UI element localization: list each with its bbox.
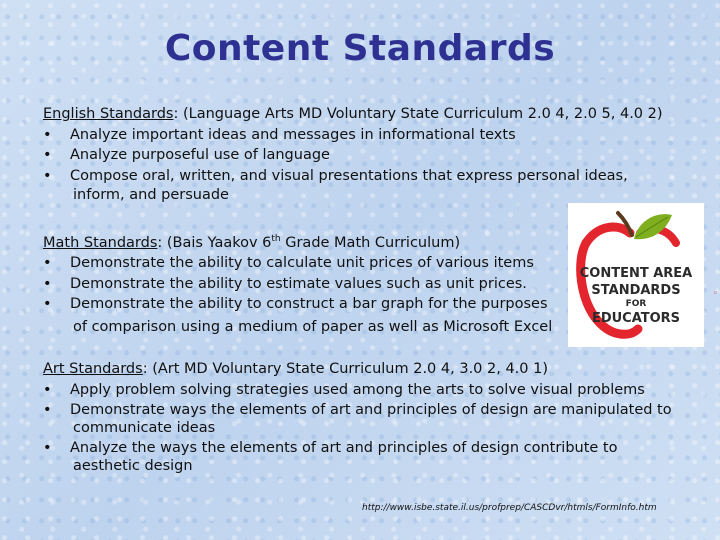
math-standards-heading	[43, 229, 563, 253]
math-standards-reference-a: : (Bais Yaakov 6	[157, 234, 272, 251]
list-item: • Compose oral, written, and visual presentations that express personal ideas,	[43, 166, 683, 187]
english-standards-section	[43, 104, 683, 206]
math-standards-reference-b: Grade Math Curriculum)	[280, 234, 461, 251]
list-item-continuation: communicate ideas	[73, 419, 216, 436]
page-title: Content Standards	[164, 28, 556, 69]
list-item: • Apply problem solving strategies used among the arts to solve visual problems	[43, 380, 693, 401]
english-standards-list	[43, 125, 683, 206]
logo-line-1: CONTENT AREA	[579, 266, 693, 281]
list-item: • Demonstrate the ability to estimate values such as unit prices.	[43, 274, 563, 295]
art-standards-label: Art Standards	[43, 361, 143, 377]
list-item-continuation: of comparison using a medium of paper as well as Microsoft Excel	[73, 318, 553, 335]
art-standards-reference: : (Art MD Voluntary State Curriculum 2.0 4, 3.0 2, 4.0 1)	[142, 361, 549, 377]
art-standards-heading	[43, 359, 693, 380]
logo-text	[568, 267, 704, 325]
math-standards-superscript: th	[271, 234, 281, 244]
art-standards-list	[43, 380, 693, 477]
source-url: http://www.isbe.state.il.us/profprep/CASCDvr/htmls/FormInfo.htm	[362, 503, 657, 513]
content-area-standards-logo	[568, 203, 704, 347]
logo-line-2: STANDARDS	[591, 282, 681, 298]
list-item: • Demonstrate ways the elements of art and principles of design are manipulated to	[43, 400, 693, 421]
english-standards-reference: : (Language Arts MD Voluntary State Curriculum 2.0 4, 2.0 5, 4.0 2)	[173, 106, 663, 122]
list-item: • Analyze purposeful use of language	[43, 145, 683, 166]
math-standards-section	[43, 229, 563, 337]
list-item: • Analyze the ways the elements of art and principles of design contribute to	[43, 438, 693, 459]
list-item: • Demonstrate the ability to calculate unit prices of various items	[43, 253, 563, 274]
logo-line-4: EDUCATORS	[591, 310, 681, 326]
english-standards-label: English Standards	[43, 106, 174, 122]
decorative-mark: ◦	[713, 289, 719, 299]
logo-line-3: FOR	[625, 299, 647, 310]
english-standards-heading	[43, 104, 683, 125]
math-standards-label: Math Standards	[43, 234, 158, 251]
list-item-continuation: inform, and persuade	[73, 187, 229, 203]
list-item: • Demonstrate the ability to construct a bar graph for the purposes	[43, 294, 563, 315]
list-item-continuation: aesthetic design	[73, 457, 193, 474]
art-standards-section	[43, 359, 693, 476]
list-item: • Analyze important ideas and messages in informational texts	[43, 125, 683, 146]
math-standards-list	[43, 253, 563, 337]
